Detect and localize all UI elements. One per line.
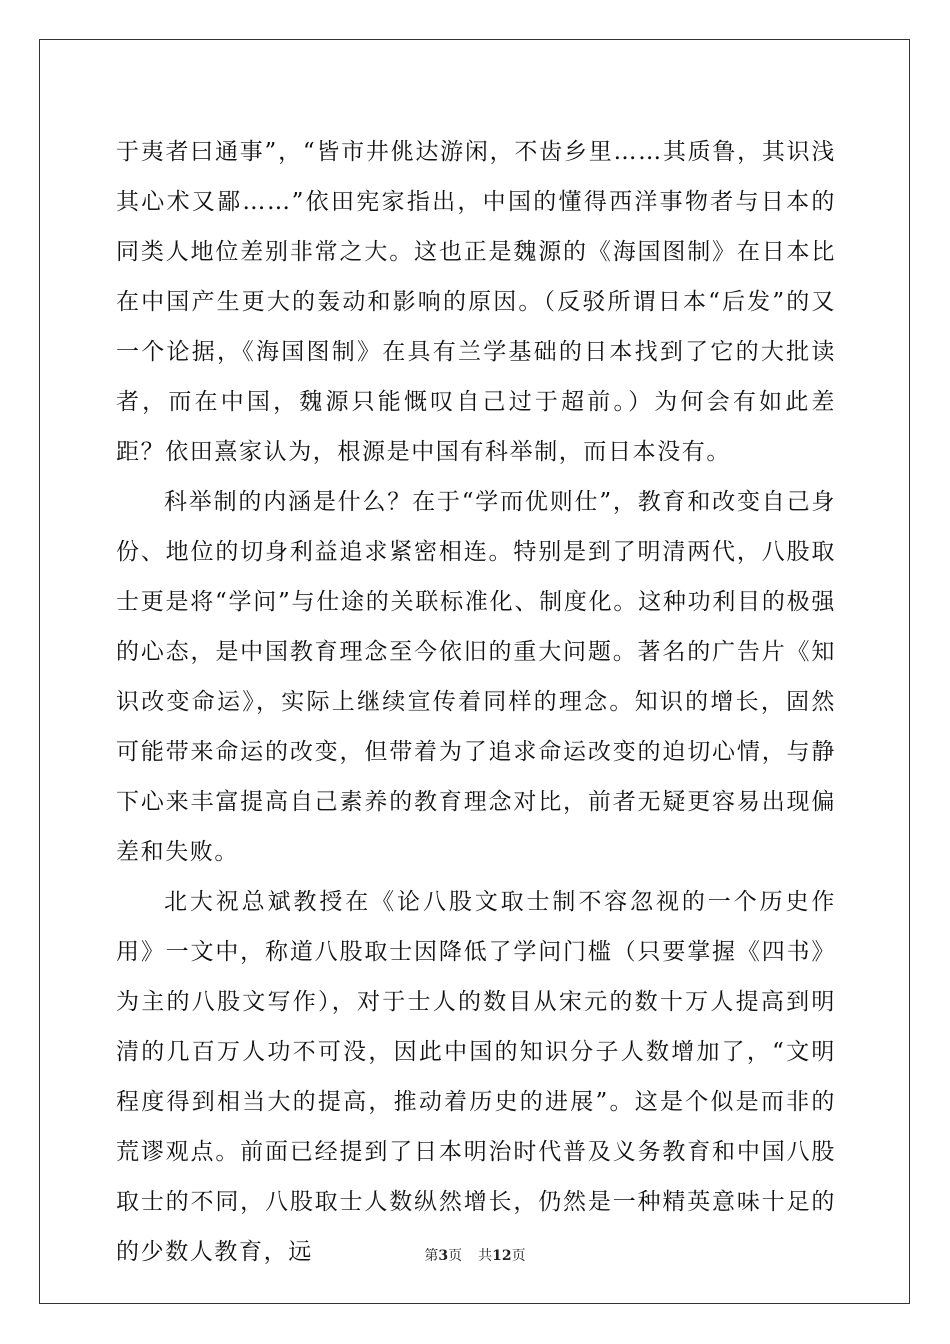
paragraph-1: 于夷者曰通事”，“皆市井佻达游闲，不齿乡里……其质鲁，其识浅其心术又鄙……”依田宪家指出，中国的懂得西洋事物者与日本的同类人地位差别非常之大。这也正是魏源的《海国图制》在日本比在中国产生更大的轰动和影响的原因。（反驳所谓日本“后发”的又一个论据，《海国图制》在具有兰学基础的日本找到了它的大批读者，而在中国，魏源只能慨叹自己过于超前。）为何会有如此差距？依田熹家认为，根源是中国有科举制，而日本没有。 xyxy=(116,139,836,465)
current-page-number: 3 xyxy=(438,1248,449,1264)
paragraph-2: 科举制的内涵是什么？在于“学而优则仕”，教育和改变自己身份、地位的切身利益追求紧密相连。特别是到了明清两代，八股取士更是将“学问”与仕途的关联标准化、制度化。这种功利目的极强的心态，是中国教育理念至今依旧的重大问题。著名的广告片《知识改变命运》，实际上继续宣传着同样的理念。知识的增长，固然可能带来命运的改变，但带着为了追求命运改变的迫切心情，与静下心来丰富提高自己素养的教育理念对比，前者无疑更容易出现偏差和失败。 xyxy=(116,489,836,865)
page-suffix: 页 xyxy=(448,1248,463,1264)
paragraph-3: 北大祝总斌教授在《论八股文取士制不容忽视的一个历史作用》一文中，称道八股取士因降低了学问门槛（只要掌握《四书》为主的八股文写作），对于士人的数目从宋元的数十万人提高到明清的几百万人功不可没，因此中国的知识分子人数增加了，“文明程度得到相当大的提高，推动着历史的进展”。这是个似是而非的荒谬观点。前面已经提到了日本明治时代普及义务教育和中国八股取士的不同，八股取士人数纵然增长，仍然是一种精英意味十足的的少数人教育，远 xyxy=(116,889,836,1265)
document-body xyxy=(116,127,836,1277)
total-suffix: 页 xyxy=(511,1248,526,1264)
page-prefix: 第 xyxy=(424,1248,439,1264)
page-footer xyxy=(0,1247,950,1265)
total-pages-number: 12 xyxy=(492,1248,512,1264)
total-prefix: 共 xyxy=(478,1248,493,1264)
